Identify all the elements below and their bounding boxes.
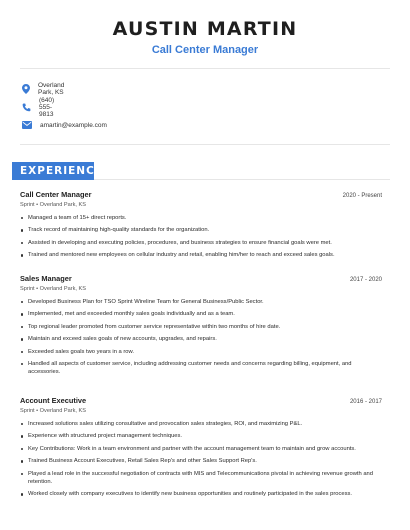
candidate-title: Call Center Manager [151,44,259,56]
list-item: Handled all aspects of customer service, including addressing customer needs and concerns regarding billing, equipment, and accessories. [20,360,382,377]
list-item: Managed a team of 15+ direct reports. [20,214,382,222]
list-item: Experience with structured project management techniques. [20,432,382,440]
candidate-name: AUSTIN MARTIN [112,18,298,40]
list-item: Assisted in developing and executing policies, procedures, and business strategies to ensure financial goals were met. [20,239,382,247]
list-item: Trained Business Account Executives, Retail Sales Rep's and other Sales Support Rep's. [20,457,382,465]
job-title: Sales Manager [20,274,72,283]
contact-email [22,116,107,134]
list-item: Implemented, met and exceeded monthly sales goals individually and as a team. [20,310,382,318]
list-item: Key Contributions: Work in a team environment and partner with the account management team to maintain and grow accounts. [20,445,382,453]
job-company: Sprint • Overland Park, KS [20,286,87,292]
job-entry [20,396,382,503]
list-item: Developed Business Plan for TSO Sprint Wireline Team for General Business/Public Sector. [20,298,382,306]
job-bullets [20,214,382,260]
list-item: Maintain and exceed sales goals of new accounts, upgrades, and repairs. [20,335,382,343]
experience-section-heading: EXPERIENCE [12,162,94,180]
header-divider [20,68,390,69]
contact-phone-text: (640) 555-9813 [39,96,55,118]
location-pin-icon [22,84,30,94]
contact-divider [20,144,390,145]
list-item: Worked closely with company executives to identify new business opportunities and routinely participated in the sales process. [20,490,382,498]
list-item: Trained and mentored new employees on cellular industry and retail, enabling him/her to reach and exceed sales goals. [20,251,382,259]
email-icon [22,120,32,130]
contact-phone [22,98,55,116]
contact-location [22,80,66,98]
section-underline [94,179,390,180]
job-dates: 2017 - 2020 [349,277,382,283]
phone-icon [22,102,31,112]
job-bullets [20,298,382,377]
job-entry [20,274,382,381]
resume-header [0,0,410,57]
list-item: Track record of maintaining high-quality standards for the organization. [20,226,382,234]
job-company: Sprint • Overland Park, KS [20,408,87,414]
list-item: Played a lead role in the successful negotiation of contracts with MIS and Telecommunications pivotal in achieving revenue growth and retention. [20,470,382,487]
list-item: Increased solutions sales utilizing consultative and provocation sales strategies, ROI, and maximizing P&L. [20,420,382,428]
list-item: Exceeded sales goals two years in a row. [20,348,382,356]
job-company: Sprint • Overland Park, KS [20,202,87,208]
job-dates: 2016 - 2017 [349,399,382,405]
job-title: Call Center Manager [20,190,92,199]
job-bullets [20,420,382,499]
job-entry [20,190,382,264]
list-item: Top regional leader promoted from customer service representative within two months of hire date. [20,323,382,331]
contact-location-text: Overland Park, KS [38,82,65,96]
job-dates: 2020 - Present [342,193,382,199]
contact-email-text: amartin@example.com [40,121,107,129]
job-title: Account Executive [20,396,87,405]
